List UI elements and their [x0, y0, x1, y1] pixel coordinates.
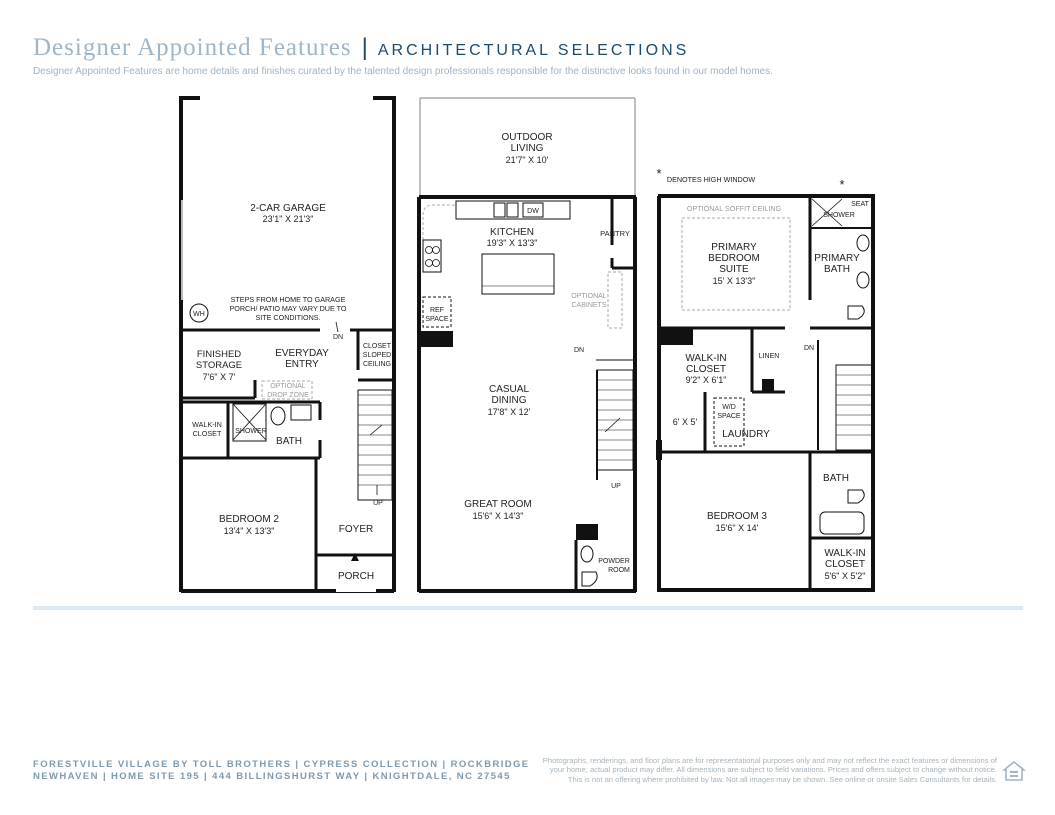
outdoor-label-1: OUTDOOR [501, 132, 553, 143]
opt-cabinets-label-1: OPTIONAL [571, 293, 607, 300]
great-room-dim: 15'6" X 14'3" [472, 511, 524, 521]
bath-label: BATH [276, 436, 302, 447]
laundry-label: LAUNDRY [722, 429, 770, 440]
walkin-label-1: WALK-IN [192, 420, 222, 429]
storage-label-2: STORAGE [195, 360, 243, 371]
outdoor-dim: 21'7" X 10' [505, 155, 549, 165]
suite-label-2: BEDROOM [708, 253, 760, 264]
water-heater-label: WH [193, 311, 205, 318]
garage-dim: 23'1" X 21'3" [262, 214, 314, 224]
pantry-label: PANTRY [600, 229, 630, 238]
up-label-2: UP [611, 483, 621, 490]
dining-dim: 17'8" X 12' [487, 407, 531, 417]
community-line-1: FORESTVILLE VILLAGE BY TOLL BROTHERS | CYPRESS COLLECTION | ROCKBRIDGE [33, 759, 530, 770]
shower-label-3: SHOWER [823, 212, 855, 219]
closet-label-2: SLOPED [362, 352, 392, 359]
storage-dim: 7'6" X 7' [202, 372, 236, 382]
soffit-label: OPTIONAL SOFFIT CEILING [686, 204, 782, 213]
walkin-label-2: CLOSET [192, 429, 222, 438]
disclaimer [505, 756, 997, 784]
ref-label-1: REF [430, 307, 444, 314]
outdoor-label-2: LIVING [510, 143, 544, 154]
kitchen-label: KITCHEN [490, 227, 534, 238]
bath3-label: BATH [823, 473, 849, 484]
steps-note-line-1: STEPS FROM HOME TO GARAGE [230, 295, 346, 304]
walkin3-label-2: CLOSET [685, 364, 727, 375]
dining-label-2: DINING [491, 395, 527, 406]
entry-label-2: ENTRY [285, 359, 319, 370]
walkin2-label-2: CLOSET [824, 559, 866, 570]
dn-label-3: DN [803, 345, 815, 352]
garage-label: 2-CAR GARAGE [250, 203, 326, 214]
high-window-note: DENOTES HIGH WINDOW [666, 175, 756, 184]
closet-label-1: CLOSET [362, 343, 392, 350]
shower-label: SHOWER [235, 428, 267, 435]
dn-label-2: DN [573, 347, 585, 354]
bedroom2-dim: 13'4" X 13'3" [223, 526, 275, 536]
small-closet-dim: 6' X 5' [672, 417, 698, 427]
bedroom2-label: BEDROOM 2 [218, 514, 280, 525]
disclaimer-line-3: This is not an offering where prohibited by law. Not all images may be shown. See online or onsite Sales Consultants for details. [567, 774, 997, 784]
equal-housing-opportunity-icon [1002, 759, 1026, 783]
high-window-marker: * [839, 177, 845, 192]
page-subtitle: Designer Appointed Features are home details and finishes curated by the talented design professionals responsible for the distinctive looks found in our model homes. [33, 66, 773, 77]
steps-note-line-2: PORCH/ PATIO MAY VARY DUE TO [229, 304, 347, 313]
wd-label-1: W/D [722, 404, 736, 411]
wd-label-2: SPACE [717, 413, 741, 420]
disclaimer-line-2: your home; actual product may differ. All dimensions are subject to field variations. Prices and offers subject to change without notice. [549, 765, 997, 775]
suite-label-3: SUITE [719, 264, 749, 275]
great-room-label: GREAT ROOM [464, 499, 532, 510]
drop-zone-label-1: OPTIONAL [270, 383, 306, 390]
steps-note-line-3: SITE CONDITIONS. [255, 313, 321, 322]
high-window-asterisk: * [656, 166, 662, 181]
linen-label: LINEN [758, 353, 780, 360]
dining-label-1: CASUAL [488, 384, 530, 395]
page-section-title: ARCHITECTURAL SELECTIONS [377, 42, 690, 59]
first-floor-labels [192, 203, 392, 582]
walkin3-dim: 9'2" X 6'1" [685, 375, 727, 385]
entry-label-1: EVERYDAY [275, 348, 329, 359]
drop-zone-label-2: DROP ZONE [267, 392, 309, 399]
walkin2-dim: 5'6" X 5'2" [824, 571, 866, 581]
seat-label: SEAT [851, 201, 869, 208]
closet-label-3: CEILING [362, 361, 392, 368]
primary-bath-label-2: BATH [824, 264, 850, 275]
up-label: UP [373, 500, 383, 507]
opt-cabinets-label-2: CABINETS [571, 302, 607, 309]
storage-label-1: FINISHED [196, 349, 242, 360]
title-separator: | [361, 34, 368, 61]
community-info [33, 759, 530, 783]
walkin2-label-1: WALK-IN [824, 548, 866, 559]
powder-label-1: POWDER [598, 558, 630, 565]
primary-bath-label-1: PRIMARY [814, 253, 860, 264]
page-title: Designer Appointed Features [33, 34, 352, 61]
suite-label-1: PRIMARY [711, 242, 757, 253]
community-line-2: NEWHAVEN | HOME SITE 195 | 444 BILLINGSHURST WAY | KNIGHTDALE, NC 27545 [33, 771, 511, 782]
powder-label-2: ROOM [608, 567, 630, 574]
bedroom3-label: BEDROOM 3 [706, 511, 768, 522]
ref-label-2: SPACE [425, 316, 449, 323]
bedroom3-dim: 15'6" X 14' [715, 523, 759, 533]
dn-label: DN [332, 334, 344, 341]
suite-dim: 15' X 13'3" [712, 276, 756, 286]
walkin3-label-1: WALK-IN [685, 353, 727, 364]
second-floor-plan [419, 98, 636, 592]
section-divider [33, 606, 1023, 610]
porch-label: PORCH [337, 571, 375, 582]
dishwasher-label: DW [527, 208, 539, 215]
kitchen-dim: 19'3" X 13'3" [486, 238, 538, 248]
foyer-label: FOYER [338, 524, 374, 535]
disclaimer-line-1: Photographs, renderings, and floor plans are for representational purposes only and may not reflect the exact features or dimensions of [542, 756, 997, 765]
